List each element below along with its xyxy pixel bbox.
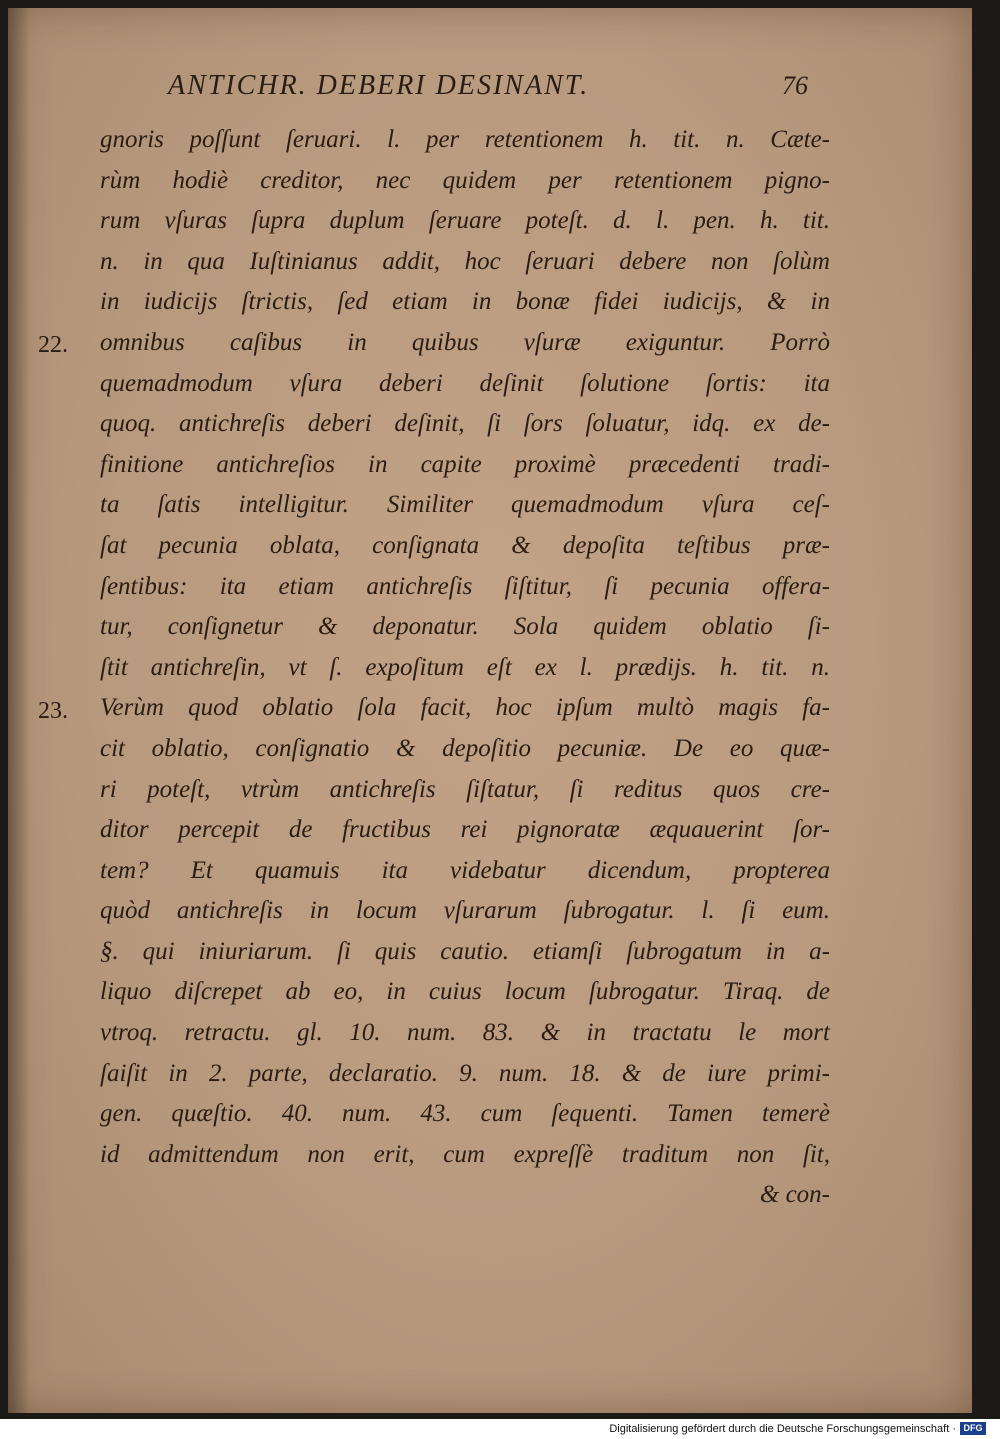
text-line: omnibus caſibus in quibus vſuræ exiguntur. Porrò bbox=[100, 328, 830, 356]
text-line: ſtit antichreſin, vt ſ. expoſitum eſt ex l. prædijs. h. tit. n. bbox=[100, 653, 830, 681]
digitization-footer bbox=[0, 1419, 1000, 1439]
page-number: 76 bbox=[782, 71, 808, 100]
text-line: ta ſatis intelligitur. Similiter quemadmodum vſura ceſ- bbox=[100, 491, 830, 519]
text-line: gnoris poſſunt ſeruari. l. per retentionem h. tit. n. Cæte- bbox=[100, 126, 830, 153]
page-gutter bbox=[8, 8, 30, 1413]
page-header bbox=[168, 70, 808, 102]
text-line: ri poteſt, vtrùm antichreſis ſiſtatur, ſi reditus quos cre- bbox=[100, 775, 830, 803]
text-line: Verùm quod oblatio ſola facit, hoc ipſum multò magis fa- bbox=[100, 694, 830, 722]
text-line: tur, conſignetur & deponatur. Sola quidem oblatio ſi- bbox=[100, 613, 830, 641]
running-title: ANTICHR. DEBERI DESINANT. bbox=[168, 70, 590, 101]
text-line: rùm hodiè creditor, nec quidem per retentionem pigno- bbox=[100, 166, 830, 194]
text-line: quoq. antichreſis deberi deſinit, ſi ſors ſoluatur, idq. ex de- bbox=[100, 410, 830, 438]
book-page bbox=[8, 8, 972, 1413]
body-text bbox=[100, 120, 830, 1216]
dfg-logo: DFG bbox=[960, 1422, 986, 1435]
text-line: quemadmodum vſura deberi deſinit ſolutione ſortis: ita bbox=[100, 369, 830, 397]
text-line: vtroq. retractu. gl. 10. num. 83. & in tractatu le mort bbox=[100, 1019, 830, 1047]
text-line: ditor percepit de fructibus rei pignoratæ æquauerint ſor- bbox=[100, 816, 830, 844]
text-line: ſat pecunia oblata, conſignata & depoſita teſtibus præ- bbox=[100, 531, 830, 559]
text-line: ſentibus: ita etiam antichreſis ſiſtitur, ſi pecunia offera- bbox=[100, 572, 830, 600]
text-line: n. in qua Iuſtinianus addit, hoc ſeruari debere non ſolùm bbox=[100, 247, 830, 275]
text-line: finitione antichreſios in capite proximè præcedenti tradi- bbox=[100, 450, 830, 478]
funding-notice: Digitalisierung gefördert durch die Deutsche Forschungsgemeinschaft · bbox=[609, 1423, 956, 1435]
text-line: id admittendum non erit, cum expreſſè traditum non ſit, bbox=[100, 1140, 830, 1168]
text-line: rum vſuras ſupra duplum ſeruare poteſt. d. l. pen. h. tit. bbox=[100, 207, 830, 235]
catchword: & con- bbox=[759, 1181, 830, 1209]
text-line: in iudicijs ſtrictis, ſed etiam in bonæ fidei iudicijs, & in bbox=[100, 288, 830, 316]
margin-number: 23. bbox=[38, 698, 68, 724]
text-line: tem? Et quamuis ita videbatur dicendum, propterea bbox=[100, 856, 830, 884]
text-line: cit oblatio, conſignatio & depoſitio pecuniæ. De eo quæ- bbox=[100, 734, 830, 762]
text-line: §. qui iniuriarum. ſi quis cautio. etiamſi ſubrogatum in a- bbox=[100, 937, 830, 965]
text-line: ſaiſit in 2. parte, declaratio. 9. num. 18. & de iure primi- bbox=[100, 1059, 830, 1087]
text-line: gen. quæſtio. 40. num. 43. cum ſequenti. Tamen temerè bbox=[100, 1100, 830, 1128]
margin-number: 22. bbox=[38, 332, 68, 358]
text-line: quòd antichreſis in locum vſurarum ſubrogatur. l. ſi eum. bbox=[100, 897, 830, 925]
text-line: liquo diſcrepet ab eo, in cuius locum ſubrogatur. Tiraq. de bbox=[100, 978, 830, 1006]
